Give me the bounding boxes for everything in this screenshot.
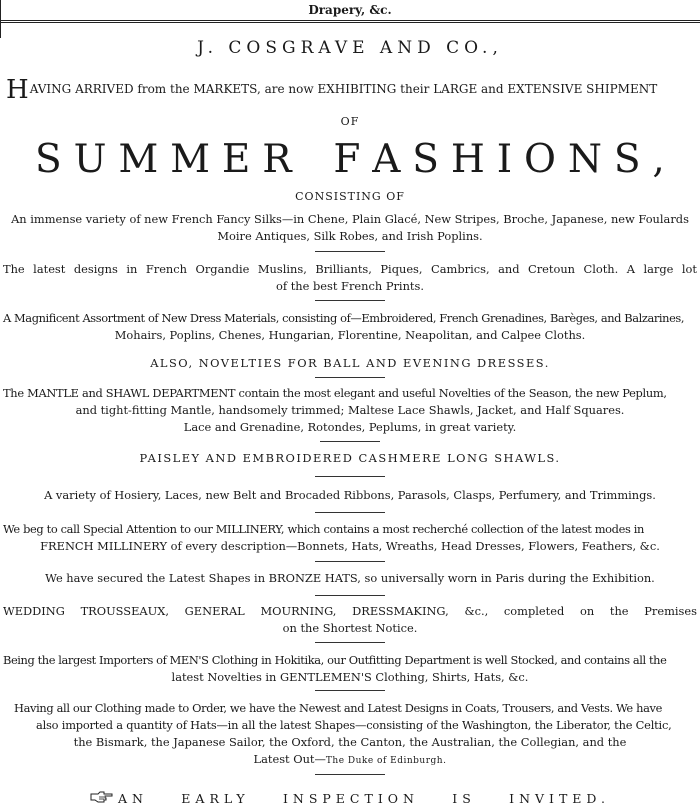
hats-line-3: the Bismark, the Japanese Sailor, the Oxford, the Canton, the Australian, the Collegian, and the [73,735,627,749]
headline-letter: A [372,137,401,182]
inspection-invited-line [90,790,610,807]
muslins-line-2: of the best French Prints. [276,279,424,293]
drop-cap: H [6,75,29,105]
hats-line-4 [0,752,700,769]
header-rule-top [0,20,700,21]
headline-letter: F [333,137,361,182]
divider [315,300,385,301]
finale-word: IS [452,791,476,806]
divider [315,377,385,378]
divider [315,251,385,252]
silks-line-1: An immense variety of new French Fancy Silks—in Chene, Plain Glacé, New Stripes, Broche, Japanese, new Foulards [11,212,689,226]
pointing-hand-icon [90,790,114,807]
millinery-line-1: We beg to call Special Attention to our MILLINERY, which contains a most recherché collection of the latest modes in [3,522,645,536]
of-line: OF [340,115,360,128]
muslins-line-1: The latest designs in French Organdie Muslins, Brilliants, Piques, Cambrics, and Cretoun Cloth. A large lot [3,262,697,276]
mantle-line-1: The MANTLE and SHAWL DEPARTMENT contain the most elegant and useful Novelties of the Season, the new Peplum, [3,386,667,400]
millinery-line-2: FRENCH MILLINERY of every description—Bonnets, Hats, Wreaths, Head Dresses, Flowers, Feathers, &c. [40,539,660,553]
headline-letter: S [412,137,440,182]
mantle-line-2: and tight-fitting Mantle, handsomely trimmed; Maltese Lace Shawls, Jacket, and Half Squares. [75,403,625,417]
hats-line-2: also imported a quantity of Hats—in all the latest Shapes—consisting of the Washington, the Liberator, the Celtic, [36,718,672,732]
headline-letter: , [652,137,665,182]
mantle-line-3: Lace and Grenadine, Rotondes, Peplums, in great variety. [183,420,517,434]
dress-materials-line-2: Mohairs, Poplins, Chenes, Hungarian, Florentine, Neapolitan, and Calpee Cloths. [114,328,586,342]
finale-word: INVITED. [509,791,610,806]
ball-dresses-line: ALSO, NOVELTIES FOR BALL AND EVENING DRESSES. [150,356,550,370]
wedding-line-1: WEDDING TROUSSEAUX, GENERAL MOURNING, DRESSMAKING, &c., completed on the Premises [3,604,697,618]
headline-letter: M [118,137,159,182]
finale-word: AN [118,791,148,806]
headline-letter: U [73,137,107,182]
headline-letter: N [567,137,602,182]
hosiery-line: A variety of Hosiery, Laces, new Belt and Brocaded Ribbons, Parasols, Clasps, Perfumery, and Trimmings. [44,488,656,502]
wedding-line-2: on the Shortest Notice. [282,621,418,635]
mens-clothing-line-2: latest Novelties in GENTLEMEN'S Clothing, Shirts, Hats, &c. [171,670,529,684]
headline-letter: S [35,137,62,182]
summer-fashions-headline [35,137,665,183]
intro-line [6,75,700,105]
divider [315,642,385,643]
divider [315,476,385,477]
headline-letter: S [613,137,641,182]
intro-text: AVING ARRIVED from the MARKETS, are now EXHIBITING their LARGE and EXTENSIVE SHIPMENT [29,82,658,96]
divider [320,441,380,442]
duke-of-edinburgh: The Duke of Edinburgh. [325,756,447,766]
hats-line-1: Having all our Clothing made to Order, we have the Newest and Latest Designs in Coats, Trousers, and Vests. We have [14,701,662,715]
paisley-shawls-line: PAISLEY AND EMBROIDERED CASHMERE LONG SHAWLS. [139,451,561,465]
divider [315,561,385,562]
headline-letter: I [496,137,513,182]
finale-word: EARLY [181,791,250,806]
divider [315,512,385,513]
silks-line-2: Moire Antiques, Silk Robes, and Irish Poplins. [217,229,483,243]
divider [315,595,385,596]
headline-letter: O [524,137,556,182]
divider [315,774,385,775]
headline-letter: R [262,137,292,182]
consisting-of: CONSISTING OF [295,190,405,203]
mens-clothing-line-1: Being the largest Importers of MEN'S Clothing in Hokitika, our Outfitting Department is well Stocked, and contains all the [3,653,667,667]
headline-letter: E [221,137,251,182]
firm-name: J. COSGRAVE AND CO., [197,38,503,58]
bronze-hats-line: We have secured the Latest Shapes in BRONZE HATS, so universally worn in Paris during the Exhibition. [45,571,655,585]
dress-materials-line-1: A Magnificent Assortment of New Dress Materials, consisting of—Embroidered, French Grenadines, Barèges, and Balzarines, [3,311,685,325]
latest-out-label: Latest Out— [253,752,326,766]
headline-letter: M [170,137,211,182]
divider [315,690,385,691]
section-header: Drapery, &c. [308,3,392,17]
header-rule-bottom [0,22,700,23]
finale-word: INSPECTION [282,791,419,806]
headline-letter: H [450,137,485,182]
